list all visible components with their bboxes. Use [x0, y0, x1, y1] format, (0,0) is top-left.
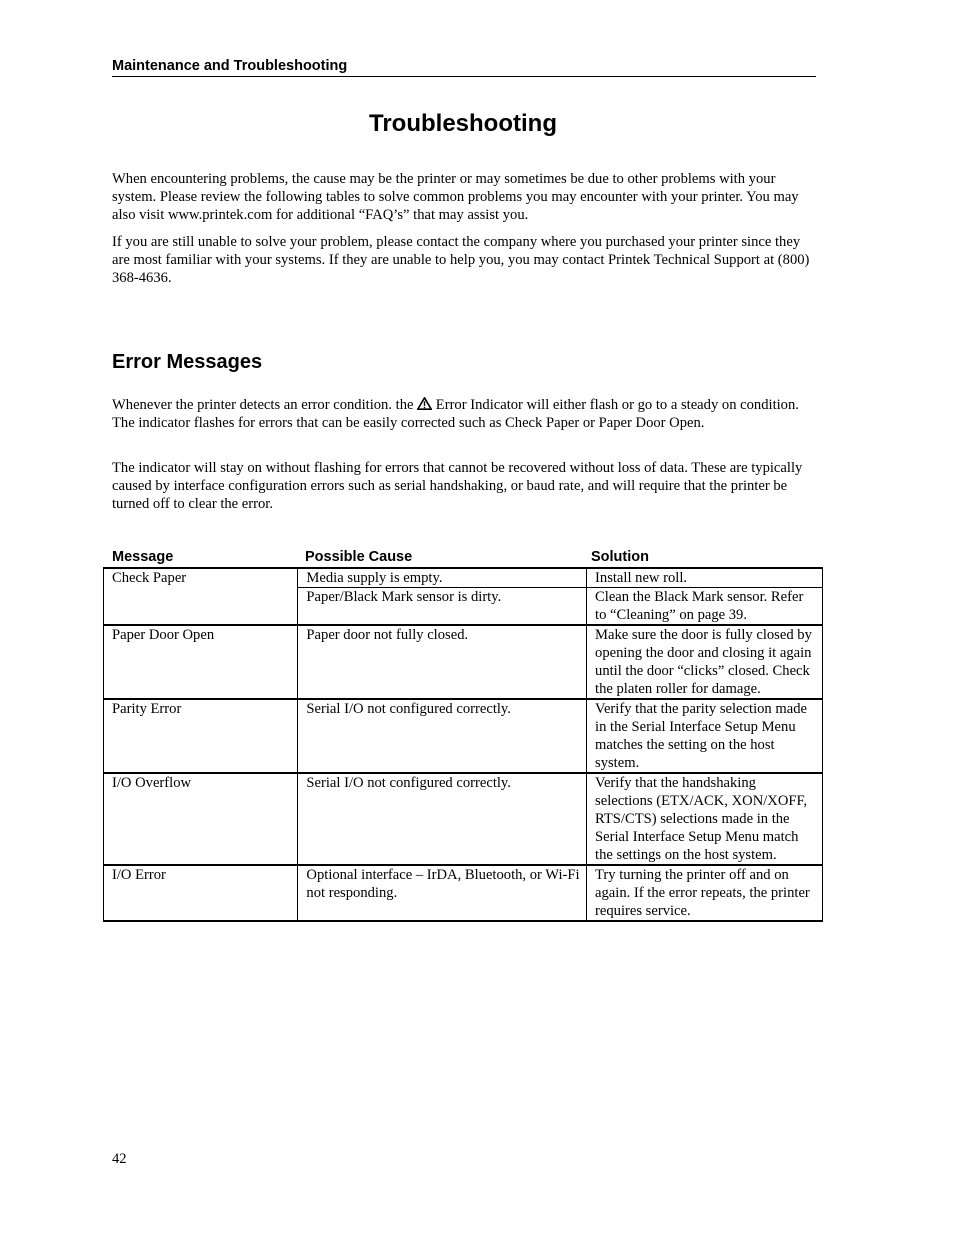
solution-cell: Install new roll.	[587, 568, 823, 588]
table-row	[104, 865, 823, 921]
intro-paragraph-1: When encountering problems, the cause may be the printer or may sometimes be due to other problems with your system. Please review the following tables to solve common problems you may encounter with your printer. You may also visit www.printek.com for additional “FAQ’s” that may assist you.	[112, 171, 799, 223]
column-header-solution: Solution	[591, 549, 649, 565]
cause-cell: Serial I/O not configured correctly.	[298, 699, 587, 773]
header-section-title: Maintenance and Troubleshooting	[112, 58, 348, 74]
solution-cell: Clean the Black Mark sensor. Refer to “Cleaning” on page 39.	[587, 588, 823, 626]
cause-cell: Paper door not fully closed.	[298, 625, 587, 699]
table-row	[104, 625, 823, 699]
message-cell: Check Paper	[104, 568, 298, 625]
cause-cell: Serial I/O not configured correctly.	[298, 773, 587, 865]
column-header-message: Message	[112, 549, 174, 565]
cause-cell: Paper/Black Mark sensor is dirty.	[298, 588, 587, 626]
cause-cell: Optional interface – IrDA, Bluetooth, or Wi-Fi not responding.	[298, 865, 587, 921]
error-messages-paragraph-2: The indicator will stay on without flashing for errors that cannot be recovered without loss of data. These are typically caused by interface configuration errors such as serial handshaking, or baud rate, and will require that the printer be turned off to clear the error.	[112, 460, 803, 512]
error-messages-heading: Error Messages	[112, 351, 263, 373]
page-number: 42	[112, 1151, 127, 1167]
solution-cell: Verify that the handshaking selections (ETX/ACK, XON/XOFF, RTS/CTS) selections made in the Serial Interface Setup Menu match the settings on the host system.	[587, 773, 823, 865]
table-row	[104, 773, 823, 865]
solution-cell: Try turning the printer off and on again. If the error repeats, the printer requires service.	[587, 865, 823, 921]
intro-paragraph-2: If you are still unable to solve your problem, please contact the company where you purchased your printer since they are most familiar with your systems. If they are unable to help you, you may contact Printek Technical Support at (800) 368-4636.	[112, 234, 810, 286]
message-cell: Parity Error	[104, 699, 298, 773]
solution-cell: Verify that the parity selection made in the Serial Interface Setup Menu matches the setting on the host system.	[587, 699, 823, 773]
page-title: Troubleshooting	[369, 110, 557, 137]
table-row	[104, 699, 823, 773]
solution-cell: Make sure the door is fully closed by opening the door and closing it again until the door “clicks” closed. Check the platen roller for damage.	[587, 625, 823, 699]
table-row	[104, 568, 823, 588]
error-messages-paragraph-1	[112, 396, 812, 432]
cause-cell: Media supply is empty.	[298, 568, 587, 588]
message-cell: Paper Door Open	[104, 625, 298, 699]
warning-triangle-icon	[417, 397, 432, 410]
column-header-cause: Possible Cause	[305, 549, 413, 565]
message-cell: I/O Overflow	[104, 773, 298, 865]
para1-text-after: Error Indicator will either flash or go to a steady on condition. The indicator flashes for errors that can be easily corrected such as Check Paper or Paper Door Open.	[112, 397, 799, 431]
para1-text-before: Whenever the printer detects an error condition. the	[112, 397, 414, 413]
running-header	[112, 57, 816, 77]
message-cell: I/O Error	[104, 865, 298, 921]
error-messages-table	[103, 567, 823, 922]
